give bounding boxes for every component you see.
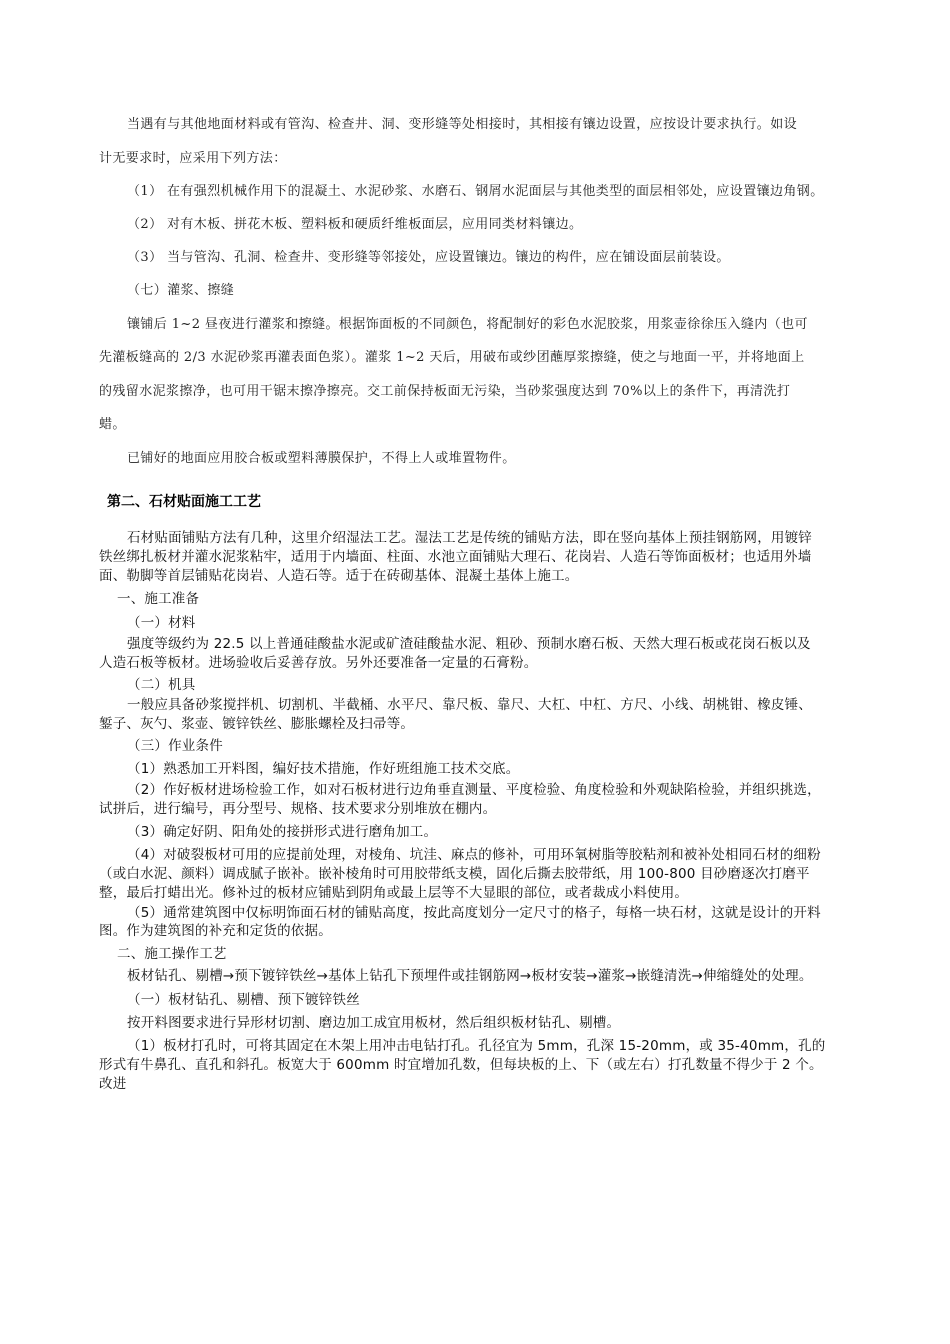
subheading: 一、施工准备 [117, 591, 200, 607]
subheading: （一）板材钻孔、剔槽、预下镀锌铁丝 [127, 992, 360, 1008]
paragraph-line: 改进 [99, 1076, 127, 1092]
list-item: （1）熟悉加工开料图，编好技术措施，作好班组施工技术交底。 [127, 761, 520, 777]
paragraph-line: 錾子、灰勺、浆壶、镀锌铁丝、膨胀螺栓及扫帚等。 [99, 716, 415, 732]
paragraph-line: 板材钻孔、剔槽→预下镀锌铁丝→基体上钻孔下预埋件或挂钢筋网→板材安装→灌浆→嵌缝清洗→伸缩缝处的处理。 [127, 968, 813, 984]
paragraph-line: 当遇有与其他地面材料或有管沟、检查井、洞、变形缝等处相接时，其相接有镶边设置，应按设计要求执行。如设 [127, 117, 798, 132]
list-item: （3） 当与管沟、孔洞、检查井、变形缝等邻接处，应设置镶边。镶边的构件，应在铺设面层前装设。 [127, 250, 730, 265]
subheading: （三）作业条件 [127, 738, 223, 754]
paragraph-line: 石材贴面铺贴方法有几种，这里介绍湿法工艺。湿法工艺是传统的铺贴方法，即在竖向基体上预挂钢筋网，用镀锌 [127, 530, 812, 546]
paragraph-line: 人造石板等板材。进场验收后妥善存放。另外还要准备一定量的石膏粉。 [99, 655, 538, 671]
paragraph-line: 已铺好的地面应用胶合板或塑料薄膜保护，不得上人或堆置物件。 [127, 451, 516, 466]
paragraph-line: 面、勒脚等首层铺贴花岗岩、人造石等。适于在砖砌基体、混凝土基体上施工。 [99, 568, 579, 584]
subheading: 二、施工操作工艺 [117, 946, 227, 962]
paragraph-line: 蜡。 [99, 417, 126, 432]
list-item: （1）板材打孔时，可将其固定在木架上用冲击电钻打孔。孔径宜为 5mm，孔深 15-20mm，或 35-40mm，孔的 [127, 1038, 826, 1054]
paragraph-line: 一般应具备砂浆搅拌机、切割机、半截桶、水平尺、靠尺板、靠尺、大杠、中杠、方尺、小线、胡桃钳、橡皮锤、 [127, 697, 812, 713]
list-item: 形式有牛鼻孔、直孔和斜孔。板宽大于 600mm 时宜增加孔数，但每块板的上、下（或左右）打孔数量不得少于 2 个。 [99, 1057, 823, 1073]
section-title: 第二、石材贴面施工工艺 [107, 494, 261, 510]
list-item: 整，最后打蜡出光。修补过的板材应铺贴到阴角或最上层等不大显眼的部位，或者裁成小料使用。 [99, 885, 689, 901]
paragraph-line: 计无要求时，应采用下列方法： [99, 151, 287, 166]
list-item: （或白水泥、颜料）调成腻子嵌补。嵌补棱角时可用胶带纸支模，固化后撕去胶带纸，用 100-800 目砂磨逐次打磨平 [99, 866, 810, 882]
list-item: （3）确定好阴、阳角处的接拼形式进行磨角加工。 [127, 824, 438, 840]
subheading: （二）机具 [127, 677, 196, 693]
paragraph-line: 镶铺后 1~2 昼夜进行灌浆和擦缝。根据饰面板的不同颜色，将配制好的彩色水泥胶浆，用浆壶徐徐压入缝内（也可 [127, 317, 808, 332]
list-item: （4）对破裂板材可用的应提前处理，对棱角、坑洼、麻点的修补，可用环氧树脂等胶粘剂和被补处相同石材的细粉 [127, 847, 821, 863]
list-item: （2）作好板材进场检验工作，如对石板材进行边角垂直测量、平度检验、角度检验和外观缺陷检验，并组织挑选， [127, 782, 821, 798]
subheading: （一）材料 [127, 615, 196, 631]
paragraph-line: 的残留水泥浆擦净，也可用干锯末擦净擦亮。交工前保持板面无污染，当砂浆强度达到 70%以上的条件下，再清洗打 [99, 384, 791, 399]
paragraph-line: 强度等级约为 22.5 以上普通硅酸盐水泥或矿渣硅酸盐水泥、粗砂、预制水磨石板、天然大理石板或花岗石板以及 [127, 636, 811, 652]
subheading: （七）灌浆、擦缝 [127, 283, 235, 298]
list-item: 图。作为建筑图的补充和定货的依据。 [99, 923, 332, 939]
list-item: （5）通常建筑图中仅标明饰面石材的铺贴高度，按此高度划分一定尺寸的格子，每格一块石材，这就是设计的开料 [127, 905, 821, 921]
list-item: （2） 对有木板、拼花木板、塑料板和硬质纤维板面层，应用同类材料镶边。 [127, 217, 583, 232]
paragraph-line: 铁丝绑扎板材并灌水泥浆粘牢，适用于内墙面、柱面、水池立面铺贴大理石、花岗岩、人造石等饰面板材；也适用外墙 [99, 549, 812, 565]
list-item: （1） 在有强烈机械作用下的混凝土、水泥砂浆、水磨石、钢屑水泥面层与其他类型的面层相邻处，应设置镶边角钢。 [127, 184, 824, 199]
paragraph-line: 先灌板缝高的 2/3 水泥砂浆再灌表面色浆）。灌浆 1~2 天后，用破布或纱团蘸厚浆擦缝，使之与地面一平，并将地面上 [99, 350, 805, 365]
paragraph-line: 按开料图要求进行异形材切割、磨边加工成宜用板材，然后组织板材钻孔、剔槽。 [127, 1015, 621, 1031]
list-item: 试拼后，进行编号，再分型号、规格、技术要求分别堆放在棚内。 [99, 801, 497, 817]
